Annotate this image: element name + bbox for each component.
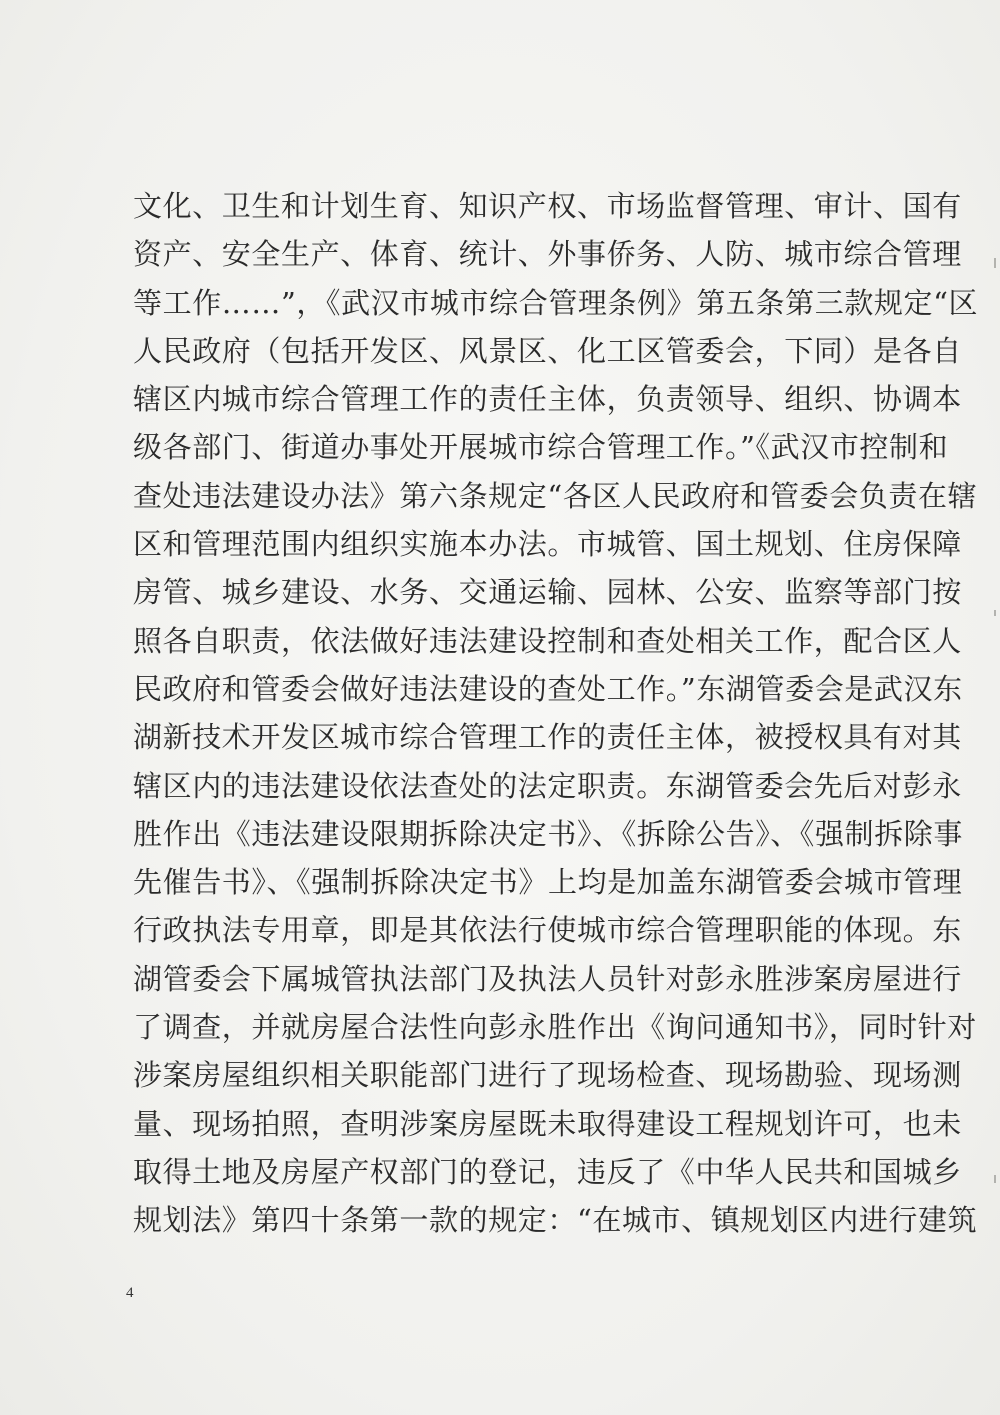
text-line: 区和管理范围内组织实施本办法。市城管、国土规划、住房保障 (133, 527, 962, 562)
text-line: 人民政府（包括开发区、风景区、化工区管委会，下同）是各自 (133, 333, 962, 368)
text-line: 资产、安全生产、体育、统计、外事侨务、人防、城市综合管理 (133, 237, 962, 272)
text-line: 规划法》第四十条第一款的规定：“在城市、镇规划区内进行建筑 (133, 1203, 978, 1238)
text-line: 湖新技术开发区城市综合管理工作的责任主体，被授权具有对其 (133, 720, 962, 755)
text-line: 辖区内城市综合管理工作的责任主体，负责领导、组织、协调本 (133, 382, 962, 417)
text-line: 查处违法建设办法》第六条规定“各区人民政府和管委会负责在辖 (133, 478, 978, 513)
scan-mark (994, 258, 996, 268)
text-line: 级各部门、街道办事处开展城市综合管理工作。”《武汉市控制和 (133, 430, 949, 465)
page-number: 4 (126, 1285, 134, 1301)
body-text (133, 182, 979, 1245)
text-line: 照各自职责，依法做好违法建设控制和查处相关工作，配合区人 (133, 623, 962, 658)
scan-mark (994, 1175, 996, 1183)
text-line: 涉案房屋组织相关职能部门进行了现场检查、现场勘验、现场测 (133, 1058, 962, 1093)
text-line: 行政执法专用章，即是其依法行使城市综合管理职能的体现。东 (133, 913, 962, 948)
text-line: 先催告书》、《强制拆除决定书》上均是加盖东湖管委会城市管理 (133, 865, 963, 900)
text-line: 辖区内的违法建设依法查处的法定职责。东湖管委会先后对彭永 (133, 768, 962, 803)
text-line: 胜作出《违法建设限期拆除决定书》、《拆除公告》、《强制拆除事 (133, 816, 964, 851)
text-line: 文化、卫生和计划生育、知识产权、市场监督管理、审计、国有 (133, 189, 962, 223)
text-line: 等工作……”，《武汉市城市综合管理条例》第五条第三款规定“区 (133, 285, 979, 320)
text-line: 量、现场拍照，查明涉案房屋既未取得建设工程规划许可，也未 (133, 1106, 962, 1141)
scan-mark (994, 610, 996, 616)
text-line: 民政府和管委会做好违法建设的查处工作。”东湖管委会是武汉东 (133, 671, 963, 706)
text-line: 了调查，并就房屋合法性向彭永胜作出《询问通知书》，同时针对 (133, 1010, 977, 1045)
text-line: 取得土地及房屋产权部门的登记，违反了《中华人民共和国城乡 (133, 1154, 962, 1189)
text-line: 湖管委会下属城管执法部门及执法人员针对彭永胜涉案房屋进行 (133, 961, 962, 996)
text-line: 房管、城乡建设、水务、交通运输、园林、公安、监察等部门按 (133, 575, 962, 610)
